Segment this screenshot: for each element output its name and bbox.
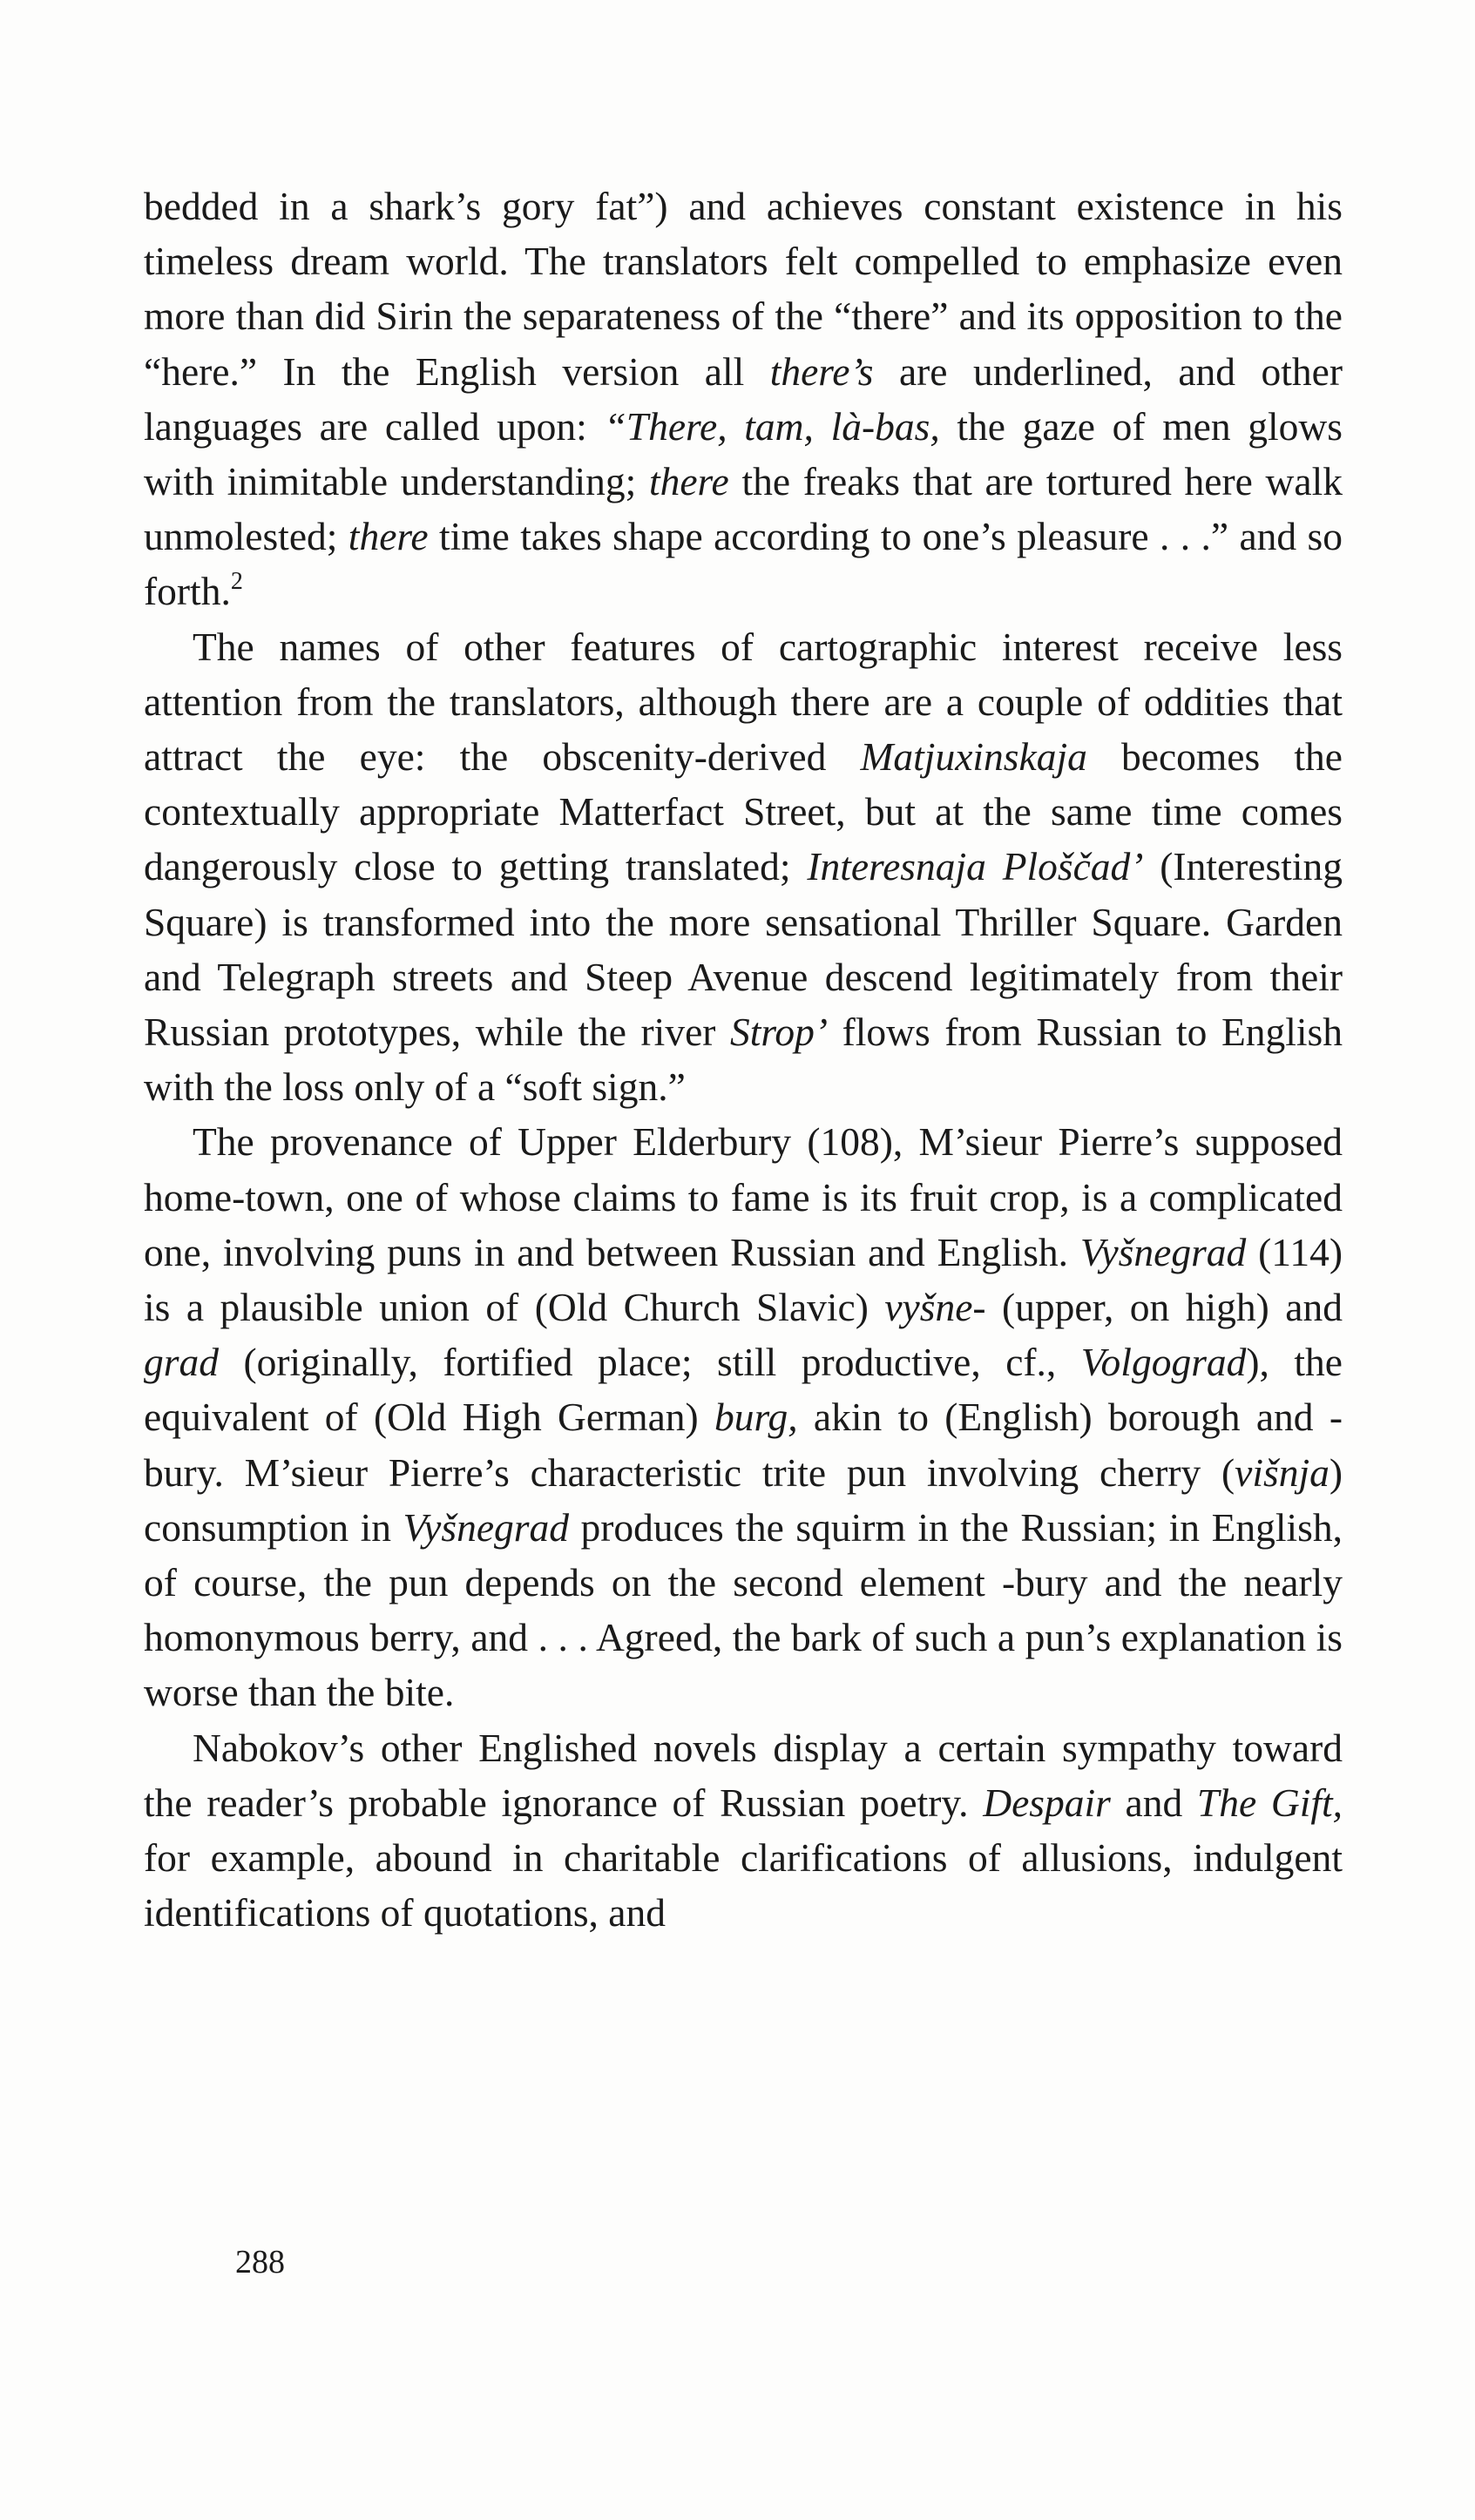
text-run: (upper, on high) and: [985, 1285, 1343, 1330]
text-run: (114) is a plausible union of (Old Church Slavic): [144, 1229, 1343, 1330]
text-run: (Interesting Square) is transformed into the more sensational Thriller Square. Garden and Telegraph streets and Steep Avenue descend legitimately from their Russian prototypes, while the river: [144, 844, 1343, 1055]
text-run: ) consumption in: [144, 1449, 1343, 1550]
text-run: ), the equivalent of (Old High German): [144, 1340, 1343, 1440]
footnote-marker: 2: [230, 568, 243, 596]
text-run: produces the squirm in the Russian; in English, of course, the pun depends on the second element -bury and the nearly homonymous berry, and . . . Agreed, the bark of such a pun’s explanation is worse than the bite.: [144, 1504, 1343, 1715]
text-run: (originally, fortified place; still productive, cf.,: [218, 1340, 1081, 1385]
italic-term: there: [348, 514, 429, 559]
text-run: flows from Russian to English with the loss only of a “soft sign.”: [144, 1010, 1343, 1110]
page-number: 288: [235, 2244, 285, 2280]
italic-term: The Gift,: [1196, 1780, 1343, 1825]
text-run: time takes shape according to one’s pleasure . . .” and so forth.: [144, 514, 1343, 614]
italic-term: there: [648, 459, 729, 504]
italic-term: Interesnaja Ploščad’: [807, 844, 1144, 889]
italic-term: Volgograd: [1080, 1340, 1247, 1385]
text-run: The names of other features of cartographic interest receive less attention from the translators, although there are a couple of oddities that attract the eye: the obscenity-derived: [144, 624, 1343, 780]
italic-term: “There, tam, là-bas,: [604, 403, 940, 449]
italic-term: Matjuxinskaja: [860, 734, 1087, 780]
text-run: are underlined, and other languages are called upon:: [144, 348, 1343, 449]
paragraph-2: [144, 619, 1343, 1115]
text-run: Nabokov’s other Englished novels display a certain sympathy toward the reader’s probable ignorance of Russian poetry.: [144, 1725, 1343, 1825]
text-run: The provenance of Upper Elderbury (108), M’sieur Pierre’s supposed home-town, one of whose claims to fame is its fruit crop, is a complicated one, involving puns in and between Russian and English.: [144, 1119, 1343, 1274]
paragraph-1: [144, 179, 1343, 619]
italic-term: Vyšnegrad: [1079, 1229, 1247, 1274]
text-run: the gaze of men glows with inimitable understanding;: [144, 403, 1343, 504]
text-run: akin to (English) borough and -bury. M’sieur Pierre’s characteristic trite pun involving cherry (: [144, 1395, 1343, 1495]
text-run: and: [1110, 1780, 1197, 1825]
text-run: the freaks that are tortured here walk unmolested;: [144, 459, 1343, 559]
italic-term: Vyšnegrad: [403, 1504, 569, 1550]
italic-term: there’s: [769, 348, 874, 394]
body-text: [144, 179, 1343, 1941]
italic-term: višnja: [1235, 1449, 1330, 1495]
italic-term: vyšne-: [884, 1285, 986, 1330]
italic-term: burg,: [714, 1395, 798, 1440]
text-run: for example, abound in charitable clarifications of allusions, indulgent identifications of quotations, and: [144, 1835, 1343, 1936]
text-run: bedded in a shark’s gory fat”) and achieves constant existence in his timeless dream world. The translators felt compelled to emphasize even more than did Sirin the separateness of the “there” and its opposition to the “here.” In the English version all: [144, 184, 1343, 394]
italic-term: Strop’: [730, 1010, 829, 1055]
paragraph-3: [144, 1114, 1343, 1719]
paragraph-4: [144, 1720, 1343, 1941]
italic-term: Despair: [983, 1780, 1111, 1825]
italic-term: grad: [144, 1340, 219, 1385]
text-run: becomes the contextually appropriate Matterfact Street, but at the same time comes dangerously close to getting translated;: [144, 734, 1343, 889]
